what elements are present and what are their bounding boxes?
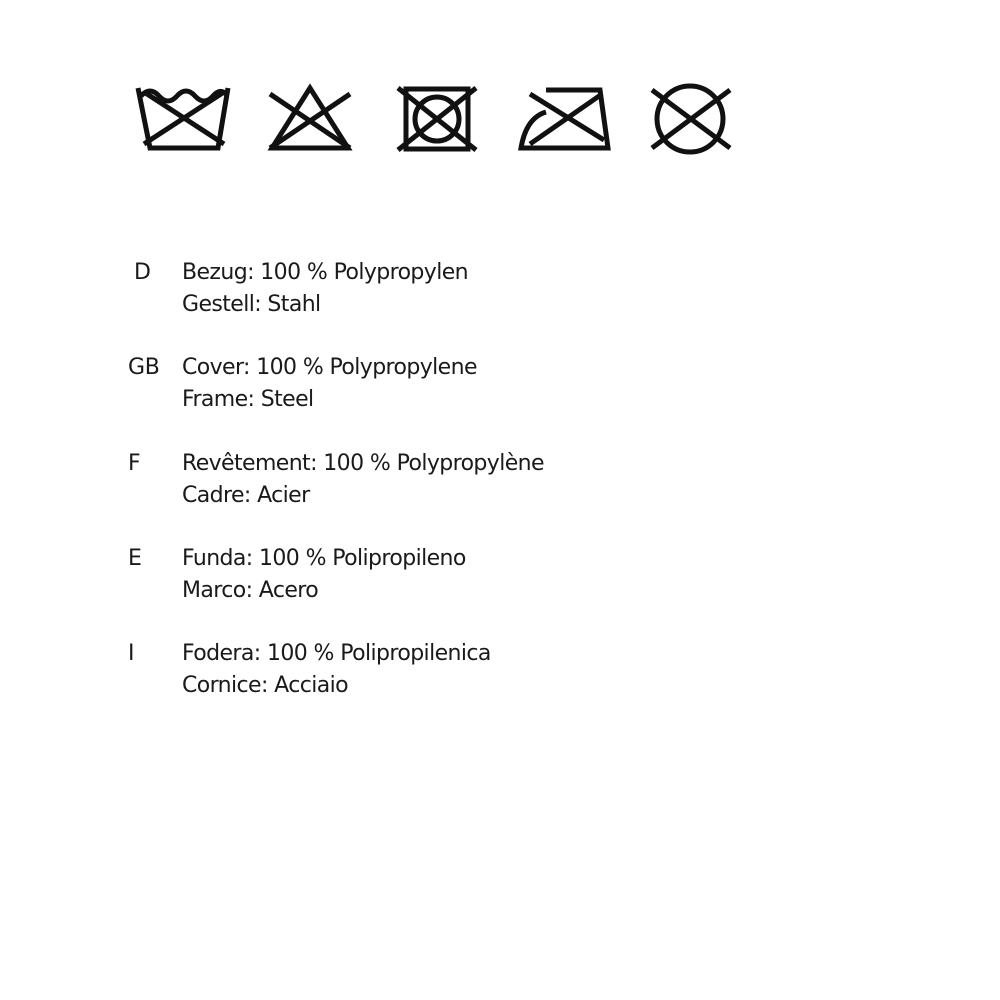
do-not-wash-icon (136, 84, 232, 154)
lang-code: F (128, 451, 141, 476)
lang-block-it (0, 638, 1000, 702)
material-frame: Cadre: Acier (182, 483, 310, 508)
material-frame: Marco: Acero (182, 578, 319, 603)
lang-code: GB (128, 355, 160, 380)
do-not-bleach-icon (268, 84, 354, 154)
material-frame: Frame: Steel (182, 387, 314, 412)
material-cover: Funda: 100 % Polipropileno (182, 546, 466, 571)
material-cover: Revêtement: 100 % Polypropylène (182, 451, 544, 476)
do-not-dry-clean-icon (648, 82, 734, 156)
material-cover: Bezug: 100 % Polypropylen (182, 260, 469, 285)
lang-code: I (128, 641, 135, 666)
lang-block-fr (0, 448, 1000, 512)
lang-block-de (0, 257, 1000, 321)
lang-block-es (0, 543, 1000, 607)
do-not-tumble-dry-icon (396, 84, 480, 154)
lang-block-gb (0, 352, 1000, 416)
care-symbols-row (0, 0, 1000, 200)
do-not-iron-icon (518, 84, 614, 154)
material-frame: Cornice: Acciaio (182, 673, 348, 698)
material-frame: Gestell: Stahl (182, 292, 321, 317)
lang-code: E (128, 546, 142, 571)
material-cover: Cover: 100 % Polypropylene (182, 355, 477, 380)
lang-code: D (134, 260, 151, 285)
material-cover: Fodera: 100 % Polipropilenica (182, 641, 491, 666)
